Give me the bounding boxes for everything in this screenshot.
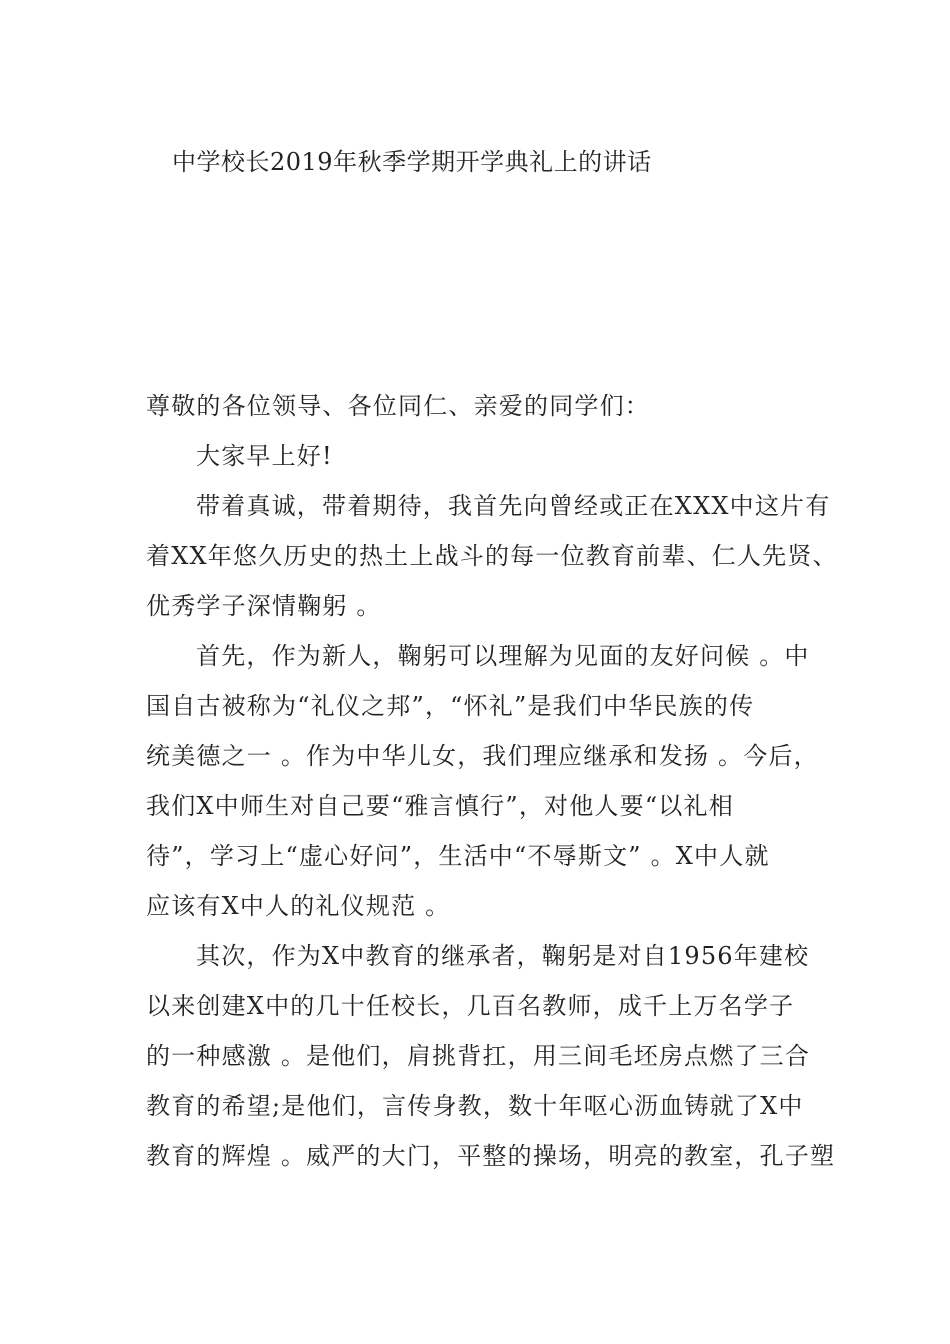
paragraph-line: 首先，作为新人，鞠躬可以理解为见面的友好问候 。中 [196, 642, 810, 670]
paragraph-line: 带着真诚，带着期待，我首先向曾经或正在XXX中这片有 [196, 492, 831, 520]
greeting-line: 大家早上好! [196, 442, 333, 470]
document-title: 中学校长2019年秋季学期开学典礼上的讲话 [172, 148, 652, 176]
paragraph-line: 教育的辉煌 。威严的大门，平整的操场，明亮的教室，孔子塑 [146, 1142, 836, 1170]
paragraph-line: 统美德之一 。作为中华儿女，我们理应继承和发扬 。今后， [146, 742, 819, 770]
paragraph-line: 优秀学子深情鞠躬 。 [146, 592, 382, 620]
paragraph-line: 以来创建X中的几十任校长，几百名教师，成千上万名学子 [146, 992, 795, 1020]
paragraph-line: 其次，作为X中教育的继承者，鞠躬是对自1956年建校 [196, 942, 810, 970]
paragraph-line: 着XX年悠久历史的热土上战斗的每一位教育前辈、仁人先贤、 [146, 542, 838, 570]
paragraph-line: 教育的希望;是他们，言传身教，数十年呕心沥血铸就了X中 [146, 1092, 804, 1120]
paragraph-line: 应该有X中人的礼仪规范 。 [146, 892, 451, 920]
document-body [146, 381, 846, 1181]
paragraph-line: 的一种感激 。是他们，肩挑背扛，用三间毛坯房点燃了三合 [146, 1042, 811, 1070]
paragraph-line: 待”，学习上“虚心好问”，生活中“不辱斯文” 。X中人就 [146, 842, 770, 870]
paragraph-line: 国自古被称为“礼仪之邦”，“怀礼”是我们中华民族的传 [146, 692, 755, 720]
salutation-line: 尊敬的各位领导、各位同仁、亲爱的同学们： [146, 392, 650, 420]
paragraph-line: 我们X中师生对自己要“雅言慎行”，对他人要“以礼相 [146, 792, 734, 820]
